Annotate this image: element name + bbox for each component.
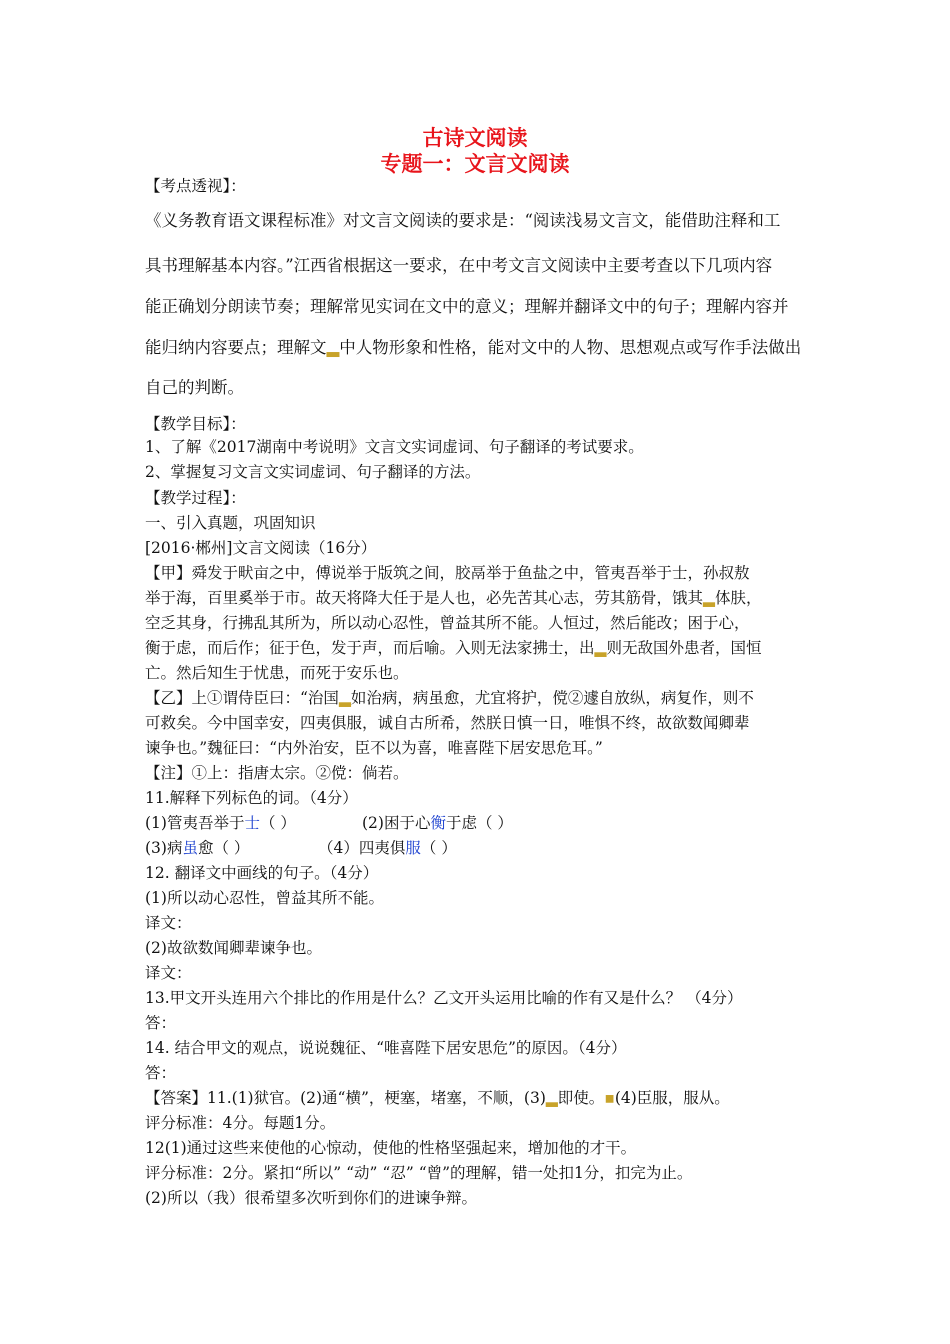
jia-line-2 xyxy=(145,587,761,609)
mark-glyph: ▂ xyxy=(338,689,351,707)
page-subtitle: 专题一：文言文阅读 xyxy=(380,152,570,176)
answer-11a: 【答案】11.(1)狱官。(2)通“横”，梗塞，堵塞，不顺，(3) xyxy=(145,1089,546,1107)
question-12-1: (1)所以动心忍性，曾益其所不能。 xyxy=(145,889,384,907)
q11-4-word: 服 xyxy=(405,839,421,857)
question-11: 11.解释下列标色的词。（4分） xyxy=(145,789,358,807)
score-12: 评分标准：2分。紧扣“所以” “动” “忍” “曾”的理解，错一处扣1分，扣完为止。 xyxy=(145,1164,693,1182)
question-12: 12. 翻译文中画线的句子。（4分） xyxy=(145,864,379,882)
yiwen-label-2: 译文： xyxy=(145,964,192,982)
answer-12-2: (2)所以（我）很希望多次听到你们的进谏争辩。 xyxy=(145,1189,477,1207)
guocheng-heading: 【教学过程】： xyxy=(145,489,246,507)
question-13: 13.甲文开头连用六个排比的作用是什么？乙文开头运用比喻的作有又是什么？ （4分） xyxy=(145,989,743,1007)
answer-11 xyxy=(145,1087,730,1109)
mark-glyph: ▂ xyxy=(326,338,340,357)
mubiao-heading: 【教学目标】： xyxy=(145,415,246,433)
yi-line-2: 可救矣。今中国幸安，四夷俱服，诚自古所希，然朕日慎一日，唯惧不终，故欲数闻卿辈 xyxy=(145,714,750,732)
mark-glyph: ▪ xyxy=(604,1089,615,1107)
question-11-row-2 xyxy=(145,837,249,859)
yi-line-3: 谏争也。”魏征曰：“内外治安，臣不以为喜，唯喜陛下居安思危耳。” xyxy=(145,739,603,757)
question-11-row-1 xyxy=(145,812,296,834)
jia-line-5: 亡。然后知生于忧患，而死于安乐也。 xyxy=(145,664,409,682)
q11-2-text: (2)困于心 xyxy=(362,814,431,832)
question-14: 14. 结合甲文的观点，说说魏征、“唯喜陛下居安思危”的原因。（4分） xyxy=(145,1039,627,1057)
question-12-2: (2)故欲数闻卿辈谏争也。 xyxy=(145,939,322,957)
note-line: 【注】①上：指唐太宗。②傥：倘若。 xyxy=(145,764,409,782)
mubiao-item-2: 2、掌握复习文言文实词虚词、句子翻译的方法。 xyxy=(145,463,481,481)
q11-1-text: (1)管夷吾举于 xyxy=(145,814,245,832)
answer-11c: (4)臣服，服从。 xyxy=(614,1089,730,1107)
kaodian-line-3: 能正确划分朗读节奏；理解常见实词在文中的意义；理解并翻译文中的句子；理解内容并 xyxy=(145,297,789,316)
q11-2-blank: 于虑（ ） xyxy=(445,814,513,832)
q11-2-word: 衡 xyxy=(430,814,446,832)
jia-line-4b: 则无敌国外患者，国恒 xyxy=(606,639,762,657)
kaodian-heading: 【考点透视】： xyxy=(145,177,246,195)
q11-3-word: 虽 xyxy=(182,839,198,857)
kaodian-line-4 xyxy=(145,337,801,359)
jia-line-4 xyxy=(145,637,761,659)
answer-label-14: 答： xyxy=(145,1064,177,1082)
jia-line-2b: 体肤， xyxy=(714,589,762,607)
kaodian-line-4a: 能归纳内容要点；理解文 xyxy=(145,338,327,357)
page-title: 古诗文阅读 xyxy=(422,126,528,150)
jia-line-3: 空乏其身，行拂乱其所为，所以动心忍性，曾益其所不能。人恒过，然后能改；困于心， xyxy=(145,614,750,632)
section-1: 一、引入真题，巩固知识 xyxy=(145,514,316,532)
question-11-row-1b xyxy=(362,812,513,834)
kaodian-line-5: 自己的判断。 xyxy=(145,378,244,397)
yi-line-1 xyxy=(145,687,754,709)
question-11-row-2b xyxy=(318,837,457,859)
q11-4-text: （4）四夷俱 xyxy=(318,839,406,857)
yi-line-1a: 【乙】上①谓侍臣曰：“治国 xyxy=(145,689,339,707)
score-11: 评分标准：4分。每题1分。 xyxy=(145,1114,336,1132)
answer-label-13: 答： xyxy=(145,1014,177,1032)
q11-1-blank: （ ） xyxy=(259,814,296,832)
q11-4-blank: （ ） xyxy=(420,839,457,857)
mark-glyph: ▂ xyxy=(545,1089,558,1107)
answer-11b: 即使。 xyxy=(557,1089,605,1107)
q11-3-blank: 愈（ ） xyxy=(197,839,250,857)
kaodian-line-4b: 中人物形象和性格，能对文中的人物、思想观点或写作手法做出 xyxy=(339,338,802,357)
kaodian-line-1: 《义务教育语文课程标准》对文言文阅读的要求是：“阅读浅易文言文，能借助注释和工 xyxy=(145,211,781,230)
source-line: [2016·郴州]文言文阅读（16分） xyxy=(145,539,377,557)
jia-line-2a: 举于海，百里奚举于市。故天将降大任于是人也，必先苦其心志，劳其筋骨，饿其 xyxy=(145,589,704,607)
q11-1-word: 士 xyxy=(244,814,260,832)
yiwen-label-1: 译文： xyxy=(145,914,192,932)
kaodian-line-2: 具书理解基本内容。”江西省根据这一要求，在中考文言文阅读中主要考查以下几项内容 xyxy=(145,256,773,275)
mubiao-item-1: 1、了解《2017湖南中考说明》文言文实词虚词、句子翻译的考试要求。 xyxy=(145,438,644,456)
mark-glyph: ▂ xyxy=(703,589,715,607)
jia-line-1: 【甲】舜发于畎亩之中，傅说举于版筑之间，胶鬲举于鱼盐之中，管夷吾举于士，孙叔敖 xyxy=(145,564,750,582)
mark-glyph: ▂ xyxy=(594,639,607,657)
yi-line-1b: 如治病，病虽愈，尤宜将护，傥②遽自放纵，病复作，则不 xyxy=(350,689,754,707)
q11-3-text: (3)病 xyxy=(145,839,183,857)
jia-line-4a: 衡于虑，而后作；征于色，发于声，而后喻。入则无法家拂士，出 xyxy=(145,639,595,657)
answer-12-1: 12(1)通过这些来使他的心惊动，使他的性格坚强起来，增加他的才干。 xyxy=(145,1139,637,1157)
